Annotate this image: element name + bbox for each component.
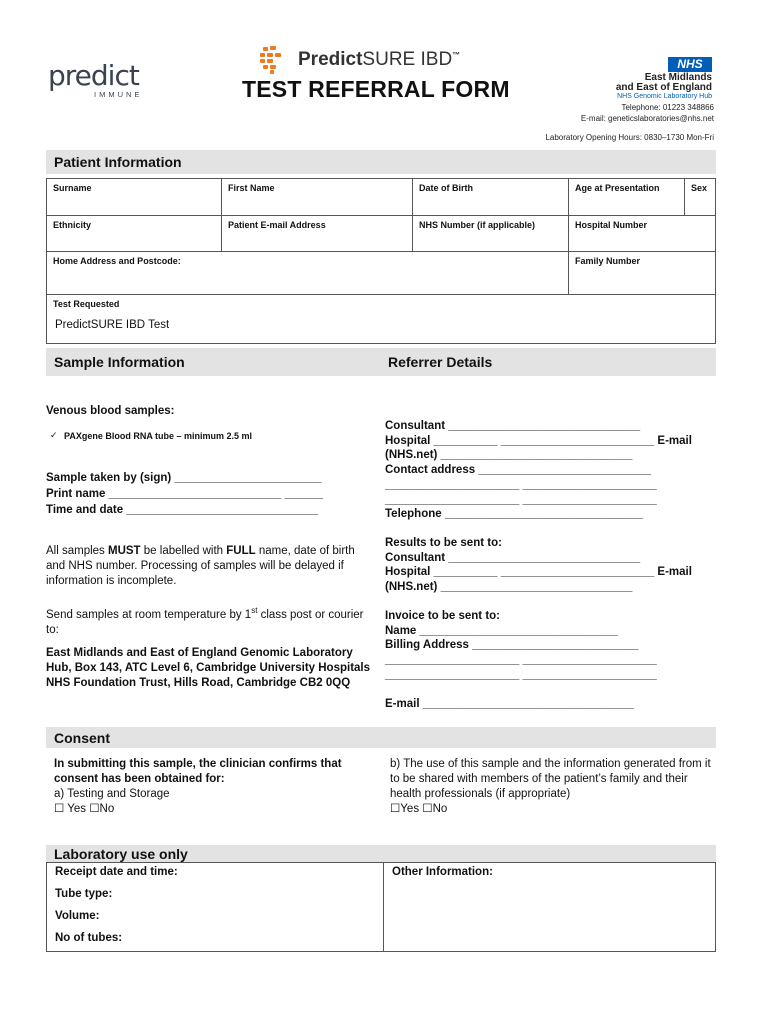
receipt-field[interactable]: Receipt date and time: (55, 866, 178, 878)
label-must: MUST (108, 545, 141, 557)
hospital-number-field[interactable]: Hospital Number (569, 216, 715, 252)
label-full: FULL (226, 545, 256, 557)
lab-telephone: Telephone: 01223 348866 (621, 103, 714, 112)
sex-field[interactable]: Sex (685, 179, 715, 216)
lab-left-cell (47, 863, 384, 951)
nhs-badge: NHS (668, 57, 712, 72)
consent-left (54, 757, 354, 817)
consent-testing-storage: a) Testing and Storage (54, 788, 170, 800)
consent-testing-options[interactable]: ☐ Yes ☐No (54, 803, 115, 815)
send-text-1: Send samples at room temperature by 1 (46, 608, 252, 621)
nhs-line-3: NHS Genomic Laboratory Hub (617, 93, 712, 100)
results-heading: Results to be sent to: (385, 537, 502, 549)
patient-section-title: Patient Information (54, 154, 182, 170)
lab-section-title: Laboratory use only (54, 846, 188, 862)
lab-table (46, 862, 716, 952)
brand-light: SURE IBD (362, 49, 453, 70)
nhs-number-field[interactable]: NHS Number (if applicable) (413, 216, 569, 252)
referrer-consultant[interactable]: Consultant ______________________________ (385, 420, 641, 432)
test-requested-field[interactable] (47, 295, 715, 343)
send-superscript: st (251, 606, 258, 615)
tube-type-field[interactable]: Tube type: (55, 888, 113, 900)
time-and-date[interactable]: Time and date ______________________________ (46, 504, 319, 516)
check-icon: ✓ (50, 430, 58, 440)
label-text-1: All samples (46, 545, 108, 557)
form-title: TEST REFERRAL FORM (242, 76, 510, 102)
home-address-field[interactable]: Home Address and Postcode: (47, 252, 569, 295)
labelling-instructions (46, 544, 371, 589)
patient-table (46, 178, 716, 344)
test-requested-label: Test Requested (53, 299, 120, 309)
referrer-block (385, 419, 715, 522)
label-text-2: be labelled with (140, 545, 227, 557)
consent-statement: In submitting this sample, the clinician confirms that consent has been obtained for: (54, 758, 342, 785)
lab-email: E-mail: geneticslaboratories@nhs.net (580, 114, 714, 123)
predict-logo-text: predict (48, 59, 139, 92)
predictsure-brand (298, 49, 460, 71)
invoice-block (385, 609, 715, 683)
results-nhs-email[interactable]: (NHS.net) ______________________________ (385, 581, 633, 594)
consent-sharing: b) The use of this sample and the information generated from it to be shared with members of the patient’s family and their health professionals (if appropriate) (390, 758, 711, 800)
age-field[interactable]: Age at Presentation (569, 179, 685, 216)
first-name-field[interactable]: First Name (222, 179, 413, 216)
print-name[interactable]: Print name ___________________________ ______ (46, 488, 323, 500)
results-consultant[interactable]: Consultant ______________________________ (385, 551, 641, 564)
patient-email-field[interactable]: Patient E-mail Address (222, 216, 413, 252)
send-instructions (46, 603, 371, 638)
family-number-field[interactable]: Family Number (569, 252, 715, 295)
dob-field[interactable]: Date of Birth (413, 179, 569, 216)
invoice-address-line[interactable]: _____________________ _____________________ (385, 654, 657, 667)
invoice-heading: Invoice to be sent to: (385, 610, 501, 622)
invoice-email[interactable]: E-mail _________________________________ (385, 698, 634, 710)
referrer-hospital[interactable]: Hospital __________ ________________________ E-mail (385, 434, 692, 447)
lab-section-header (46, 845, 716, 863)
send-text-2: class post or courier to: (46, 608, 364, 636)
referrer-nhs-email[interactable]: (NHS.net) ______________________________ (385, 449, 633, 462)
referrer-section-title: Referrer Details (388, 354, 493, 370)
referrer-address-line[interactable]: _____________________ _____________________ (385, 478, 657, 491)
predict-immune-logo (48, 59, 148, 100)
referrer-contact-address[interactable]: Contact address ___________________________ (385, 464, 651, 477)
brand-tm: ™ (452, 50, 461, 60)
tubes-count-field[interactable]: No of tubes: (55, 932, 123, 944)
other-information-field[interactable]: Other Information: (392, 866, 493, 878)
patient-section-header (46, 150, 716, 174)
ethnicity-field[interactable]: Ethnicity (47, 216, 222, 252)
results-block (385, 536, 715, 595)
consent-section-header (46, 727, 716, 748)
label-text-3: name, date of birth and NHS number. Processing of samples will be delayed if information is incomplete. (46, 545, 355, 587)
immune-logo-text: IMMUNE (94, 90, 143, 99)
referrer-telephone[interactable]: Telephone _______________________________ (385, 508, 644, 521)
paxgene-item: PAXgene Blood RNA tube – minimum 2.5 ml (64, 431, 253, 441)
predictsure-logo-icon (260, 46, 290, 74)
nhs-line-2: and East of England (615, 82, 712, 93)
results-hospital[interactable]: Hospital __________ ________________________ E-mail (385, 566, 692, 579)
sample-referrer-header (46, 348, 716, 376)
test-requested-value: PredictSURE IBD Test (55, 319, 170, 331)
nhs-line-1: East Midlands (644, 72, 712, 83)
sample-taken-by[interactable]: Sample taken by (sign) _______________________ (46, 472, 322, 484)
consent-right (390, 757, 720, 817)
invoice-name[interactable]: Name _______________________________ (385, 624, 618, 637)
invoice-address-line[interactable]: _____________________ _____________________ (385, 668, 657, 681)
lab-postal-address: East Midlands and East of England Genomic Laboratory Hub, Box 143, ATC Level 6, Cambridge University Hospitals NHS Foundation Trust, Hills Road, Cambridge CB2 0QQ (46, 647, 371, 689)
invoice-billing-address[interactable]: Billing Address __________________________ (385, 639, 639, 652)
consent-sharing-options[interactable]: ☐Yes ☐No (390, 803, 448, 815)
referrer-address-line[interactable]: _____________________ _____________________ (385, 493, 657, 506)
sample-section-title: Sample Information (54, 354, 185, 370)
brand-bold: Predict (298, 49, 363, 70)
surname-field[interactable]: Surname (47, 179, 222, 216)
consent-section-title: Consent (54, 730, 110, 746)
volume-field[interactable]: Volume: (55, 910, 100, 922)
venous-heading: Venous blood samples: (46, 405, 175, 417)
lab-hours: Laboratory Opening Hours: 0830–1730 Mon-Fri (545, 133, 714, 142)
